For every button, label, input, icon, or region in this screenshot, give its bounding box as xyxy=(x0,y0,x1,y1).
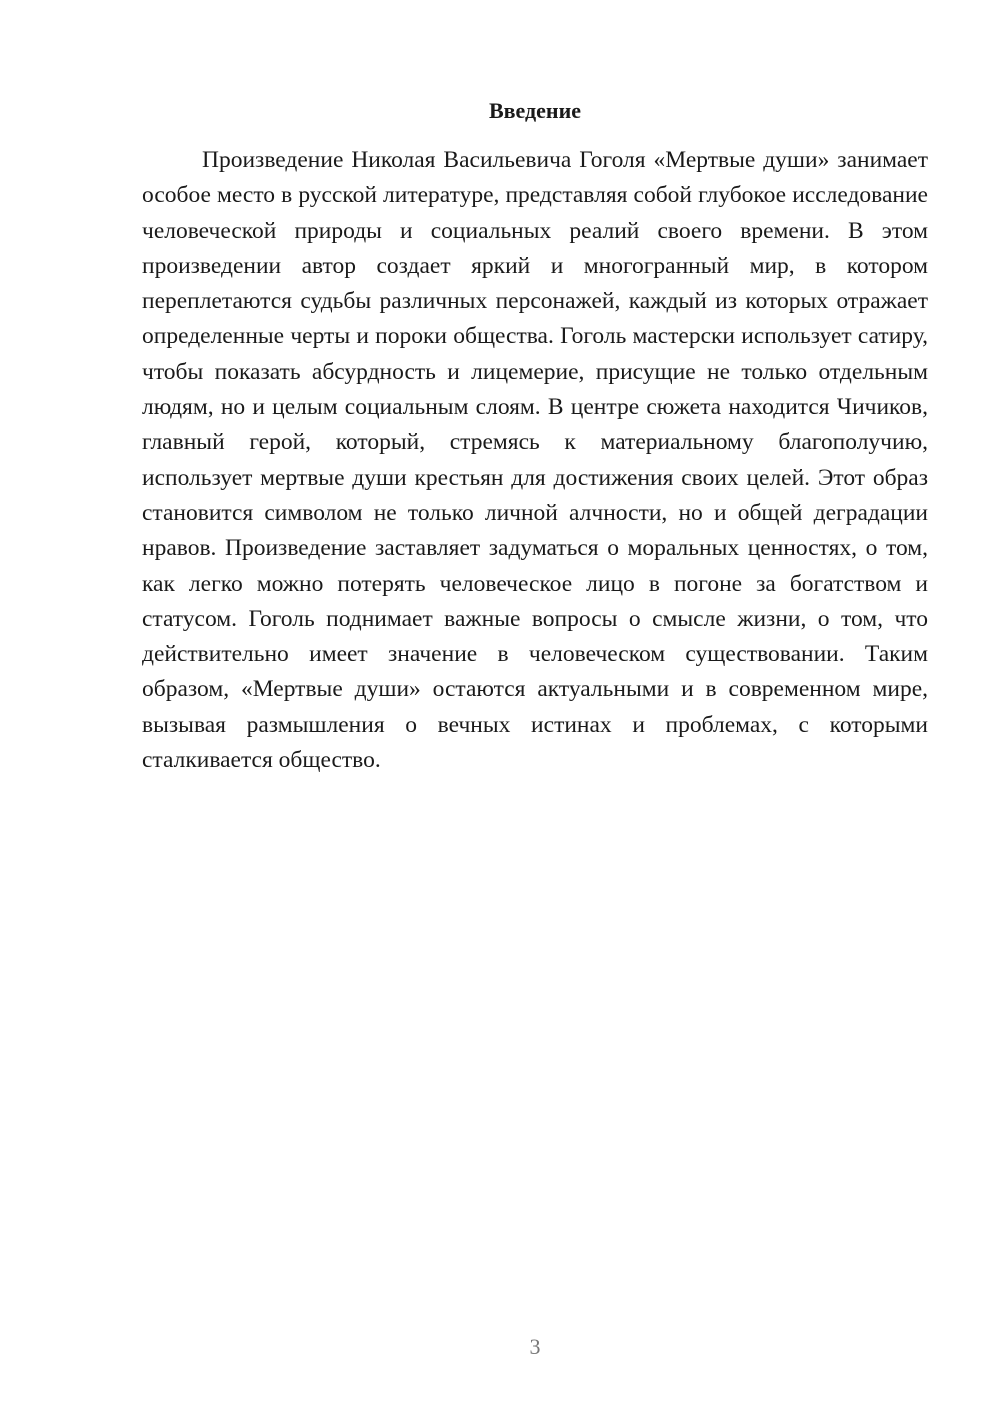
section-heading: Введение xyxy=(488,98,582,123)
body-paragraph: Произведение Николая Васильевича Гоголя «Мертвые души» занимает особое место в русской литературе, представляя собой глубокое исследование человеческой природы и социальных реалий своего времени. В этом произведении автор создает яркий и многогранный мир, в котором переплетаются судьбы различных персонажей, каждый из которых отражает определенные черты и пороки общества. Гоголь мастерски использует сатиру, чтобы показать абсурдность и лицемерие, присущие не только отдельным людям, но и целым социальным слоям. В центре сюжета находится Чичиков, главный герой, который, стремясь к материальному благополучию, использует мертвые души крестьян для достижения своих целей. Этот образ становится символом не только личной алчности, но и общей деградации нравов. Произведение заставляет задуматься о моральных ценностях, о том, как легко можно потерять человеческое лицо в погоне за богатством и статусом. Гоголь поднимает важные вопросы о смысле жизни, о том, что действительно имеет значение в человеческом существовании. Таким образом, «Мертвые души» остаются актуальными и в современном мире, вызывая размышления о вечных истинах и проблемах, с которыми сталкивается общество. xyxy=(142,147,928,774)
page-number: 3 xyxy=(529,1334,541,1359)
